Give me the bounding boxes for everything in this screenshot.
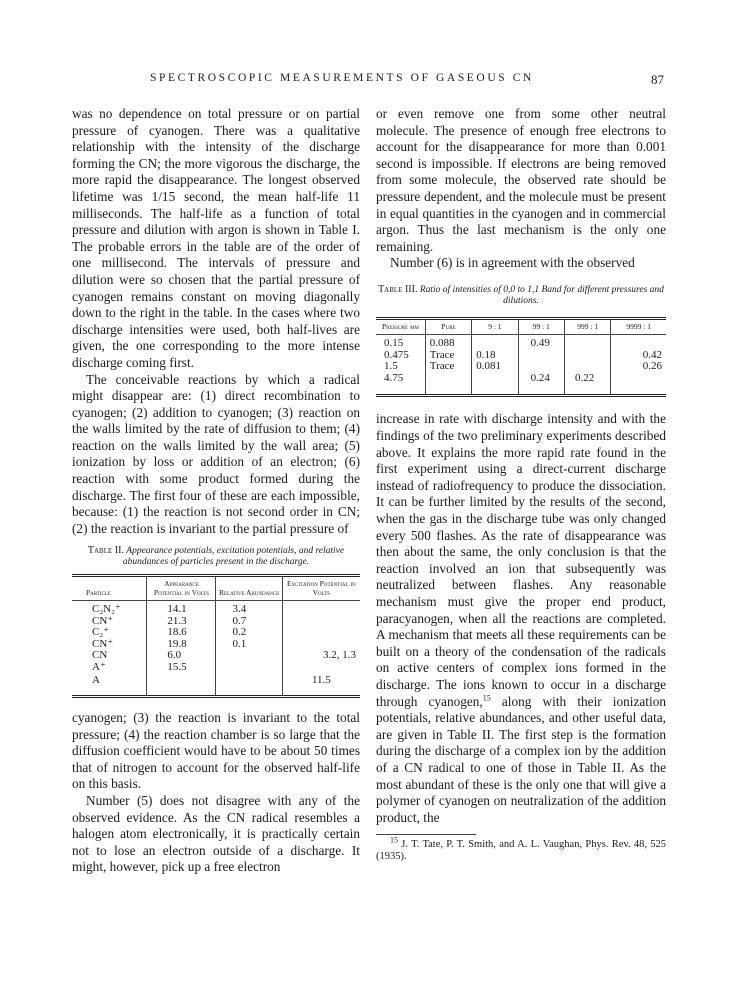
right-paragraph-2: Number (6) is in agreement with the observed (390, 255, 635, 271)
table-3-cell: Trace (425, 361, 471, 373)
table-2-cell: 0.1 (216, 639, 282, 651)
table-3-cell (472, 373, 518, 396)
table-3-cell: 1.5 (384, 360, 398, 373)
table-2-cell (282, 616, 360, 628)
left-paragraph-4: Number (5) does not disagree with any of the observed evidence. As the CN radical resembles a halogen atom electronically, it is practically certain not to lose an electron outside of a discharge. It might, however, pick up a free electron (72, 792, 360, 875)
table-3-header-row (376, 318, 666, 335)
table-2-cell (147, 673, 216, 696)
footnote-marker: 15 (390, 835, 398, 845)
left-column (72, 106, 360, 876)
right-paragraph-3-text: increase in rate with discharge intensity and with the findings of the two preliminary experiments described above. It explains the more rapid rate found in the first experiment using a direct-current discharge instead of radiofrequency to produce the dissociation. It can be further limited by the results of the second, when the gas in the discharge tube was only changed every 500 flashes. As the rate of disappearance was then about the same, the only conclusion is that the reaction involved an ion that subsequently was neutralized between flashes. Any reasonable mechanism must give the proper end product, paracyanogen, when all the reactions are completed. A mechanism that meets all these requirements can be built on a theory of the condensation of the radicals on active centers of complex ions formed in the discharge. The ions known to occur in a discharge through cyanogen, (376, 411, 666, 709)
table-3-caption-text: Ratio of intensities of 0,0 to 1,1 Band for different pressures and dilutions. (419, 284, 664, 306)
table-3-label: Table III. (378, 283, 418, 295)
table-3 (376, 317, 666, 398)
table-3-header-cell: Pure (425, 318, 471, 335)
table-2-caption-text: Appearance potentials, excitation potentials, and relative abundances of particles present in the discharge. (122, 546, 345, 568)
table-2-cell: C₂⁺ (92, 626, 109, 639)
table-row (72, 627, 360, 639)
table-2-cell: A⁺ (92, 660, 106, 673)
table-3-cell (564, 335, 610, 350)
table-3-cell: 0.081 (472, 361, 518, 373)
table-2-header-cell: Particle (72, 576, 147, 601)
table-3-cell: 0.24 (518, 373, 564, 396)
table-3-caption (376, 284, 666, 307)
table-2-cell: 0.7 (216, 616, 282, 628)
table-3-header-cell: 9 : 1 (472, 318, 518, 335)
running-title: SPECTROSCOPIC MEASUREMENTS OF GASEOUS CN (150, 72, 534, 84)
table-2-cell: 11.5 (282, 673, 360, 696)
table-3-header-cell: 99 : 1 (518, 318, 564, 335)
table-2-cell: 3.2, 1.3 (282, 650, 360, 662)
table-3-cell: 0.18 (472, 350, 518, 362)
table-row (376, 361, 666, 373)
table-3-header-cell: Pressure mm (376, 318, 425, 335)
table-3-header-cell: 9999 : 1 (611, 318, 666, 335)
table-row (376, 350, 666, 362)
table-2-cell: CN⁺ (92, 637, 114, 650)
table-3-cell (611, 373, 666, 396)
table-2-cell (282, 627, 360, 639)
table-3-cell: 0.42 (611, 350, 666, 362)
left-paragraph-2: The conceivable reactions by which a radical might disappear are: (1) direct recombination to cyanogen; (2) addition to cyanogen; (3) reaction on the walls limited by the rate of diffusion to them; (4) reaction on the walls limited by the wall area; (5) ionization by loss or addition of an electron; (6) reaction with some product formed during the discharge. The first four of these are each impossible, because: (1) the reaction is not second order in CN; (2) the reaction is invariant to the partial pressure of (72, 371, 360, 536)
table-2-cell (216, 673, 282, 696)
page-number: 87 (651, 72, 664, 87)
table-3-cell (425, 373, 471, 396)
table-2-cell: C₂N₂⁺ (92, 603, 121, 616)
footnote (376, 835, 666, 863)
table-3-header-cell: 999 : 1 (564, 318, 610, 335)
table-2-cell: 19.8 (147, 639, 216, 651)
left-paragraph-3: cyanogen; (3) the reaction is invariant to the total pressure; (4) the reaction chamber is so large that the diffusion coefficient would have to be about 50 times that of nitrogen to account for the observed half-life on this basis. (72, 709, 360, 792)
footnote-ref: 15 (482, 693, 491, 703)
table-3-cell (472, 335, 518, 350)
table-3-cell: 0.15 (384, 337, 404, 350)
table-2-cell: 14.1 (147, 601, 216, 616)
table-2-cell (282, 662, 360, 674)
table-row (72, 616, 360, 628)
table-3-cell: Trace (425, 350, 471, 362)
table-row (72, 662, 360, 674)
table-2-label: Table II. (87, 545, 124, 557)
table-2-cell (216, 650, 282, 662)
table-row (72, 639, 360, 651)
table-2-header-row (72, 576, 360, 601)
table-2-cell: 6.0 (147, 650, 216, 662)
footnote-text: J. T. Tate, P. T. Smith, and A. L. Vaughan, Phys. Rev. 48, 525 (1935). (376, 839, 666, 863)
table-2 (72, 574, 360, 698)
table-3-cell: 0.26 (611, 361, 666, 373)
right-paragraph-1: or even remove one from some other neutral molecule. The presence of enough free electrons to account for the disappearance for more than 0.001 second is impossible. If electrons are being removed from some molecule, the observed rate should be pressure dependent, and the molecule must be present in equal quantities in the cyanogen and in commercial argon. Thus the last mechanism is the only one remaining. (376, 106, 666, 254)
table-2-cell: A (92, 674, 100, 687)
table-2-caption (72, 545, 360, 568)
right-paragraph-3 (376, 411, 666, 826)
table-row (72, 601, 360, 616)
table-row (72, 673, 360, 696)
table-2-cell: 21.3 (147, 616, 216, 628)
table-2-cell: 0.2 (216, 627, 282, 639)
table-3-cell (611, 335, 666, 350)
table-row (376, 335, 666, 350)
table-3-cell (564, 350, 610, 362)
page-header (72, 72, 664, 90)
table-2-cell: 15.5 (147, 662, 216, 674)
left-paragraph-1: was no dependence on total pressure or on partial pressure of cyanogen. There was a qualitative relationship with the intensity of the discharge forming the CN; the more vigorous the discharge, the more rapid the disappearance. The longest observed lifetime was 1/15 second, the mean half-life 11 milliseconds. The half-life as a function of total pressure and dilution with argon is shown in Table I. The probable errors in the table are of the order of one millisecond. The intervals of pressure and dilution were so chosen that the partial pressure of cyanogen remains constant on moving diagonally down to the right in the table. In the cases where two discharge intensities were used, both half-lives are given, the one corresponding to the more intense discharge coming first. (72, 106, 360, 370)
table-3-cell: 4.75 (384, 371, 404, 384)
table-2-cell: CN (92, 649, 108, 662)
table-2-header-cell: Appearance Potential in Volts (147, 576, 216, 601)
table-2-cell (282, 601, 360, 616)
table-2-header-cell: Excitation Potential in Volts (282, 576, 360, 601)
table-2-header-cell: Relative Abundance (216, 576, 282, 601)
table-2-cell: 3.4 (216, 601, 282, 616)
right-column (376, 106, 666, 863)
table-row (376, 373, 666, 396)
table-3-cell: 0.088 (425, 335, 471, 350)
table-2-cell (216, 662, 282, 674)
table-3-cell: 0.49 (518, 335, 564, 350)
table-3-cell (518, 350, 564, 362)
right-paragraph-3-tail: along with their ionization potentials, relative abundances, and other useful data, are given in Table II. The first step is the formation during the discharge of a complex ion by the addition of a CN radical to one of those in Table II. As the most abundant of these is the only one that will give a polymer of cyanogen on neutralization of the addition product, the (376, 693, 666, 825)
table-2-cell: CN⁺ (92, 614, 114, 627)
table-2-cell: 18.6 (147, 627, 216, 639)
table-3-cell: 0.22 (564, 373, 610, 396)
table-row (72, 650, 360, 662)
table-3-cell: 0.475 (384, 348, 409, 361)
